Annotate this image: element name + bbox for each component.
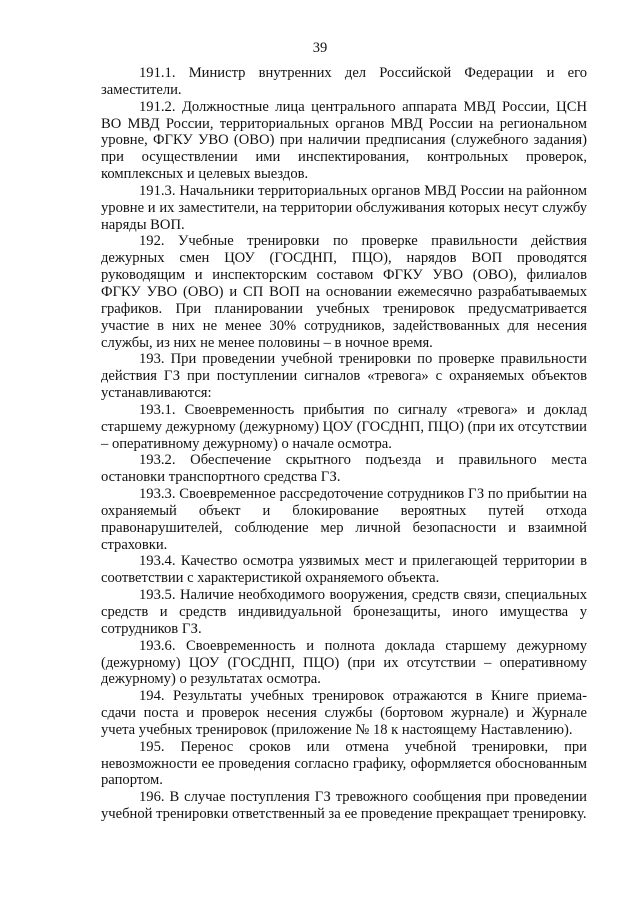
paragraph-193-2: 193.2. Обеспечение скрытного подъезда и правильного места остановки транспортного средства ГЗ. bbox=[101, 452, 587, 486]
paragraph-191-2: 191.2. Должностные лица центрального аппарата МВД России, ЦСН ВО МВД России, территориальных органов МВД России на региональном уровне, ФГКУ УВО (ОВО) при наличии предписания (служебного задания) при осуществлении ими инспектирования, контрольных проверок, комплексных и целевых выездов. bbox=[101, 98, 587, 183]
paragraph-191-3: 191.3. Начальники территориальных органов МВД России на районном уровне и их заместители, на территории обслуживания которых несут службу наряды ВОП. bbox=[101, 182, 587, 233]
paragraph-192: 192. Учебные тренировки по проверке правильности действия дежурных смен ЦОУ (ГОСДНП, ПЦО), нарядов ВОП проводятся руководящим и инспекторским составом ФГКУ УВО (ОВО), филиалов ФГКУ УВО (ОВО) и СП ВОП на основании ежемесячно разрабатываемых графиков. При планировании учебных тренировок предусматривается участие в них не менее 30% сотрудников, задействованных для несения службы, из них не менее половины – в ночное время. bbox=[101, 233, 587, 351]
paragraph-193-3: 193.3. Своевременное рассредоточение сотрудников ГЗ по прибытии на охраняемый объект и блокирование вероятных путей отхода правонарушителей, соблюдение мер личной безопасности и взаимной страховки. bbox=[101, 486, 587, 553]
paragraph-196: 196. В случае поступления ГЗ тревожного сообщения при проведении учебной тренировки ответственный за ее проведение прекращает тренировку. bbox=[101, 789, 587, 823]
paragraph-193-5: 193.5. Наличие необходимого вооружения, средств связи, специальных средств и средств индивидуальной бронезащиты, иного имущества у сотрудников ГЗ. bbox=[101, 587, 587, 637]
paragraph-193: 193. При проведении учебной тренировки по проверке правильности действия ГЗ при поступлении сигналов «тревога» с охраняемых объектов устанавливаются: bbox=[101, 351, 587, 402]
paragraph-191-1: 191.1. Министр внутренних дел Российской Федерации и его заместители. bbox=[101, 65, 587, 98]
document-body bbox=[101, 65, 587, 823]
paragraph-193-1: 193.1. Своевременность прибытия по сигналу «тревога» и доклад старшему дежурному (дежурному) ЦОУ (ГОСДНП, ПЦО) (при их отсутствии – оперативному дежурному) о начале осмотра. bbox=[101, 401, 587, 452]
page-number: 39 bbox=[312, 40, 328, 56]
paragraph-195: 195. Перенос сроков или отмена учебной тренировки, при невозможности ее проведения согласно графику, оформляется обоснованным рапортом. bbox=[101, 738, 587, 789]
paragraph-193-6: 193.6. Своевременность и полнота доклада старшему дежурному (дежурному) ЦОУ (ГОСДНП, ПЦО) (при их отсутствии – оперативному дежурному) о результатах осмотра. bbox=[101, 637, 587, 688]
paragraph-193-4: 193.4. Качество осмотра уязвимых мест и прилегающей территории в соответствии с характеристикой охраняемого объекта. bbox=[101, 553, 587, 587]
paragraph-194: 194. Результаты учебных тренировок отражаются в Книге приема-сдачи поста и проверок несения службы (бортовом журнале) и Журнале учета учебных тренировок (приложение № 18 к настоящему Наставлению). bbox=[101, 688, 587, 738]
